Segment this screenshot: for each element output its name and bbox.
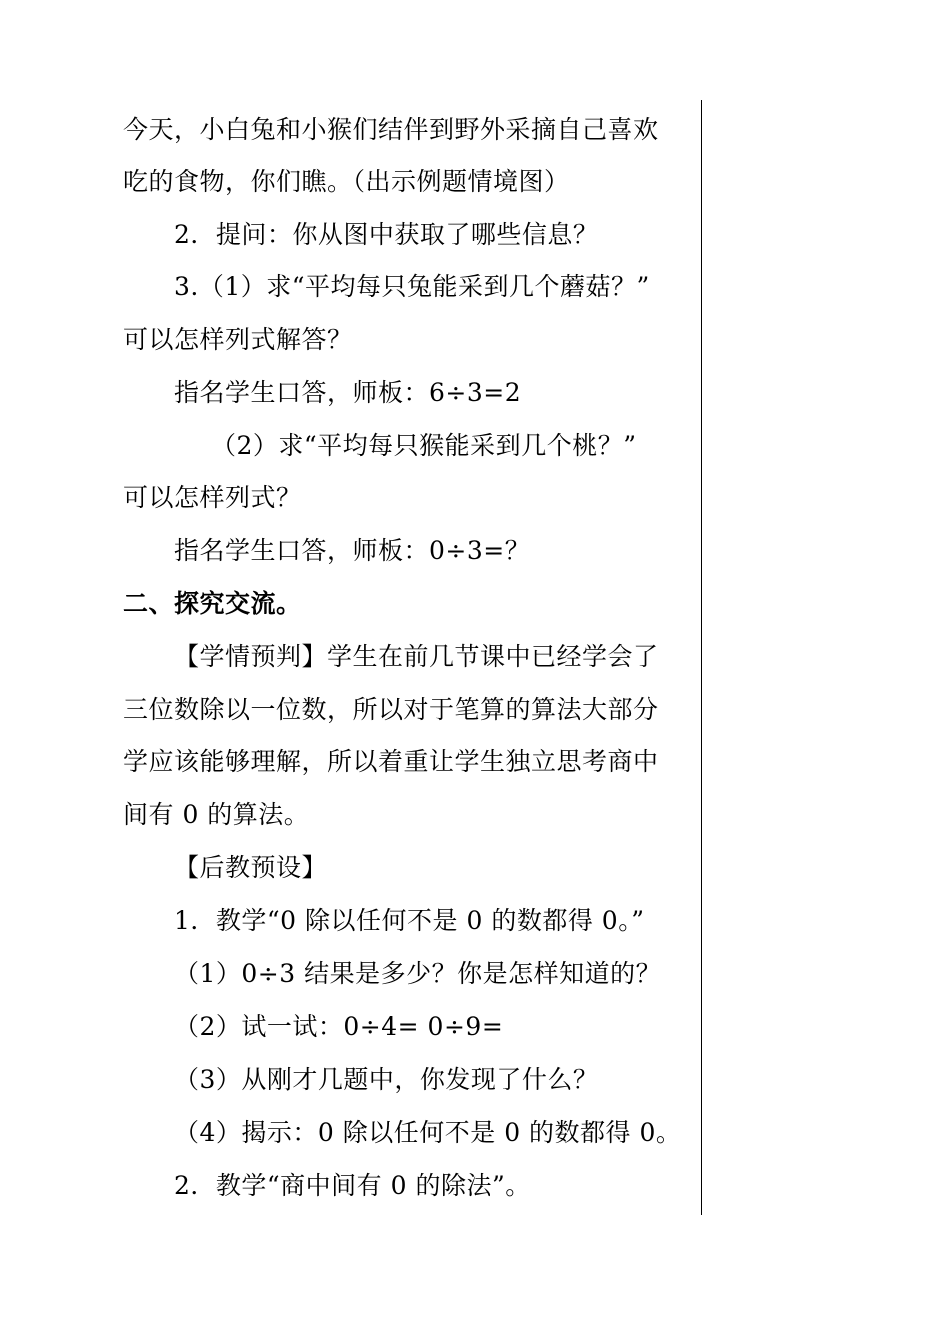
prediction-line-2: 三位数除以一位数，所以对于笔算的算法大部分 bbox=[123, 695, 659, 724]
question-3-1-continuation: 可以怎样列式解答？ bbox=[123, 325, 353, 354]
answer-6-div-3: 指名学生口答，师板：6÷3=2 bbox=[174, 378, 522, 407]
question-2-line: 2．提问：你从图中获取了哪些信息？ bbox=[174, 220, 599, 249]
teaching-item-2: 2．教学“商中间有 0 的除法”。 bbox=[174, 1171, 531, 1200]
preset-heading: 【后教预设】 bbox=[174, 853, 328, 882]
prediction-line-1: 【学情预判】学生在前几节课中已经学会了 bbox=[174, 642, 659, 671]
prediction-line-4: 间有 0 的算法。 bbox=[123, 800, 310, 829]
question-3-2-continuation: 可以怎样列式？ bbox=[123, 483, 302, 512]
table-right-border bbox=[701, 100, 702, 1215]
teaching-subitem-2: （2）试一试：0÷4= 0÷9= bbox=[174, 1012, 504, 1041]
teaching-subitem-1: （1）0÷3 结果是多少？你是怎样知道的？ bbox=[174, 959, 662, 988]
answer-0-div-3: 指名学生口答，师板：0÷3=？ bbox=[174, 536, 531, 565]
teaching-item-1: 1．教学“0 除以任何不是 0 的数都得 0。” bbox=[174, 906, 645, 935]
teaching-subitem-3: （3）从刚才几题中，你发现了什么？ bbox=[174, 1065, 599, 1094]
question-3-2-line: （2）求“平均每只猴能采到几个桃？” bbox=[211, 431, 637, 460]
teaching-subitem-4: （4）揭示：0 除以任何不是 0 的数都得 0。 bbox=[174, 1118, 682, 1147]
question-3-1-line: 3.（1）求“平均每只兔能采到几个蘑菇？” bbox=[174, 272, 650, 301]
paragraph-line-1: 今天，小白兔和小猴们结伴到野外采摘自己喜欢 bbox=[123, 115, 659, 144]
paragraph-line-2: 吃的食物，你们瞧。（出示例题情境图） bbox=[123, 167, 570, 196]
prediction-line-3: 学应该能够理解，所以着重让学生独立思考商中 bbox=[123, 747, 659, 776]
section-heading: 二、探究交流。 bbox=[123, 589, 302, 618]
